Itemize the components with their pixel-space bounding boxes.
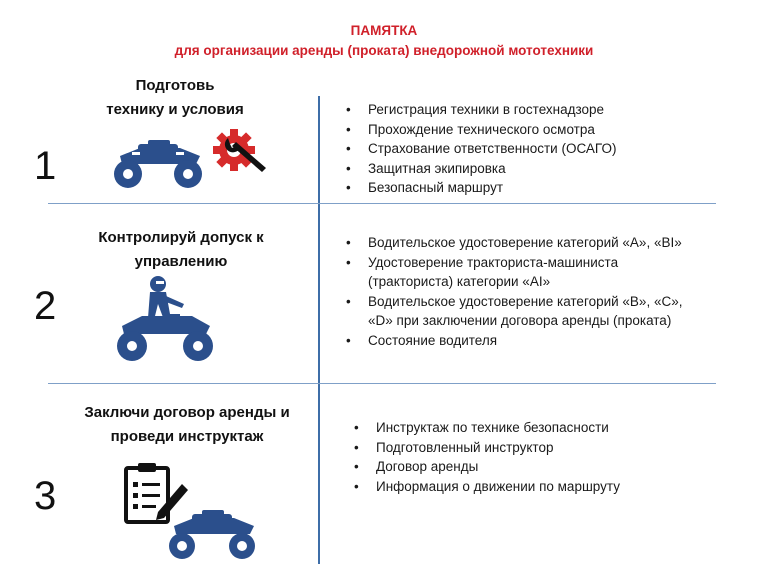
list-item: • Водительское удостоверение категорий «А», «BI» <box>342 233 682 253</box>
list-item: • Прохождение технического осмотра <box>342 120 616 140</box>
section-3-heading-line2: проведи инструктаж <box>110 428 264 445</box>
atv-rider-icon <box>108 274 220 364</box>
page-subtitle: для организации аренды (проката) внедорожной мототехники <box>174 43 594 58</box>
atv-icon <box>108 128 208 192</box>
list-item-continuation: (тракториста) категории «AI» <box>368 274 551 289</box>
section-3-list <box>350 418 620 496</box>
section-1-list <box>342 100 616 198</box>
section-divider <box>48 203 716 204</box>
list-item-continuation: «D» при заключении договора аренды (проката) <box>368 313 672 328</box>
section-2-heading-line1: Контролируй допуск к <box>98 229 264 246</box>
list-item: • Договор аренды <box>350 457 620 477</box>
section-3-number: 3 <box>34 474 57 518</box>
section-2-number: 2 <box>34 284 57 328</box>
list-item: • Водительское удостоверение категорий «В», «С», <box>342 292 682 312</box>
list-item: • Подготовленный инструктор <box>350 438 620 458</box>
list-item: • Состояние водителя <box>342 331 682 351</box>
list-item: • Страхование ответственности (ОСАГО) <box>342 139 616 159</box>
section-1-heading-line2: технику и условия <box>106 101 244 118</box>
section-divider <box>48 383 716 384</box>
list-item: • Инструктаж по технике безопасности <box>350 418 620 438</box>
section-1-heading <box>70 74 280 122</box>
section-2-list <box>342 233 682 350</box>
gear-wrench-icon <box>210 126 272 178</box>
list-item: • Безопасный маршрут <box>342 178 616 198</box>
section-1-number: 1 <box>34 144 57 188</box>
section-3-heading-line1: Заключи договор аренды и <box>84 404 290 421</box>
page-title: ПАМЯТКА <box>350 23 418 38</box>
list-item: • Информация о движении по маршруту <box>350 477 620 497</box>
list-item: • Удостоверение тракториста-машиниста <box>342 253 682 273</box>
section-2-heading <box>70 226 292 274</box>
atv-icon <box>164 498 260 562</box>
vertical-divider <box>318 96 320 564</box>
section-3-heading <box>66 401 308 449</box>
section-2-heading-line2: управлению <box>134 253 228 270</box>
section-1-heading-line1: Подготовь <box>135 77 215 94</box>
list-item: • Защитная экипировка <box>342 159 616 179</box>
list-item: • Регистрация техники в гостехнадзоре <box>342 100 616 120</box>
